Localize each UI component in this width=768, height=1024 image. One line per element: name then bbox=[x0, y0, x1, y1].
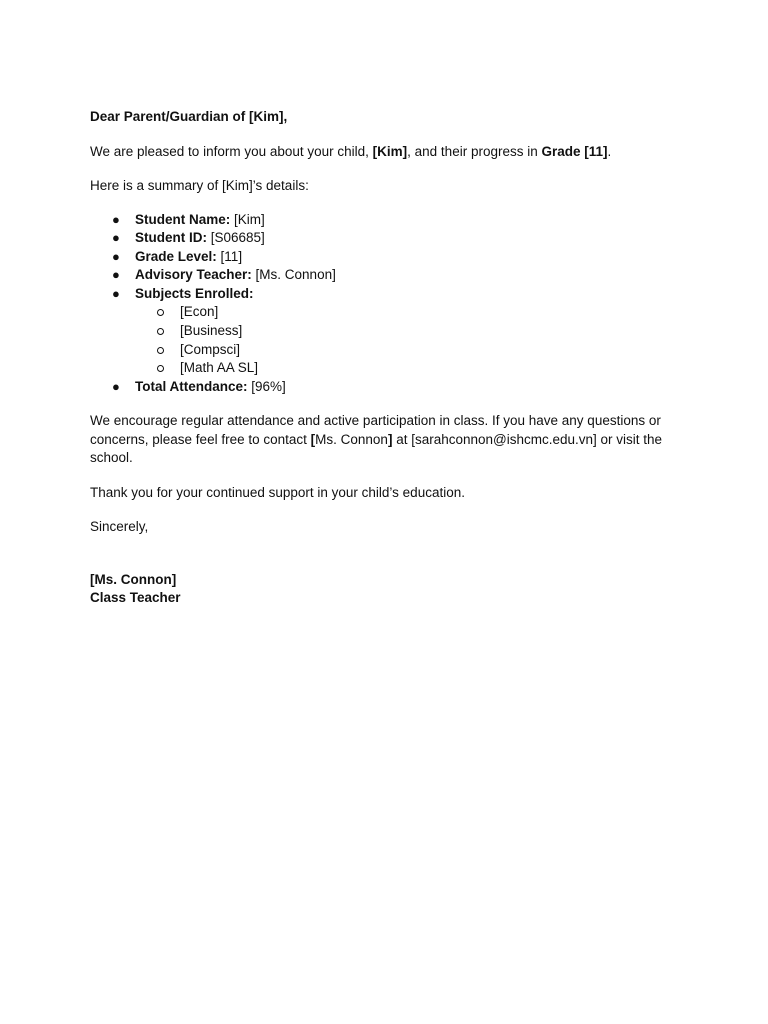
detail-label: Subjects Enrolled: bbox=[135, 285, 254, 301]
subject-item bbox=[135, 303, 690, 322]
subject-item bbox=[135, 359, 690, 378]
circle-bullet-icon bbox=[157, 347, 164, 354]
circle-bullet-icon bbox=[157, 365, 164, 372]
intro-prefix: We are pleased to inform you about your child, bbox=[90, 143, 373, 159]
bullet-icon: ● bbox=[112, 248, 120, 264]
intro-suffix: . bbox=[607, 143, 612, 159]
letter-document bbox=[90, 108, 690, 608]
intro-child-name: [Kim] bbox=[372, 143, 408, 159]
detail-student-name bbox=[90, 211, 690, 230]
subject-item bbox=[135, 341, 690, 360]
detail-total-attendance bbox=[90, 378, 690, 397]
encourage-paragraph bbox=[90, 412, 690, 468]
detail-subjects-enrolled bbox=[90, 285, 690, 378]
detail-label: Student Name: bbox=[135, 211, 231, 227]
intro-grade: Grade [11] bbox=[541, 143, 608, 159]
subjects-list bbox=[135, 303, 690, 377]
signature-block bbox=[90, 571, 690, 608]
detail-value: [Kim] bbox=[230, 211, 265, 227]
intro-middle: , and their progress in bbox=[407, 143, 542, 159]
circle-bullet-icon bbox=[157, 309, 164, 316]
contact-name: Ms. Connon bbox=[315, 431, 388, 447]
encourage-part2: at [sarahconnon@ishcmc.edu.vn] or visit the school. bbox=[90, 431, 663, 466]
subject-label: [Business] bbox=[180, 323, 243, 339]
summary-intro: Here is a summary of [Kim]’s details: bbox=[90, 178, 309, 193]
intro-paragraph bbox=[90, 143, 690, 162]
bullet-icon: ● bbox=[112, 267, 120, 283]
subject-label: [Compsci] bbox=[180, 341, 241, 357]
closing: Sincerely, bbox=[90, 519, 149, 535]
detail-label: Student ID: bbox=[135, 230, 207, 246]
details-list bbox=[90, 211, 690, 397]
subject-label: [Econ] bbox=[180, 304, 219, 320]
detail-label: Advisory Teacher: bbox=[135, 267, 252, 283]
thanks-paragraph: Thank you for your continued support in your child’s education. bbox=[90, 484, 465, 500]
bullet-icon: ● bbox=[112, 211, 120, 227]
subject-item bbox=[135, 322, 690, 341]
signature-title: Class Teacher bbox=[90, 590, 181, 606]
detail-student-id bbox=[90, 229, 690, 248]
bracket-open: [ bbox=[310, 431, 316, 447]
bullet-icon: ● bbox=[112, 378, 120, 394]
bullet-icon: ● bbox=[112, 285, 120, 301]
detail-advisory-teacher bbox=[90, 266, 690, 285]
detail-value: [11] bbox=[216, 248, 243, 264]
detail-label: Total Attendance: bbox=[135, 378, 248, 394]
detail-grade-level bbox=[90, 248, 690, 267]
salutation: Dear Parent/Guardian of [Kim], bbox=[90, 109, 288, 124]
encourage-part1: We encourage regular attendance and active participation in class. If you have any questions or concerns, please feel free to contact bbox=[90, 413, 661, 447]
detail-value: [S06685] bbox=[207, 230, 265, 246]
signature-name: [Ms. Connon] bbox=[90, 571, 177, 587]
detail-value: [Ms. Connon] bbox=[251, 267, 336, 283]
bracket-close: ] bbox=[387, 431, 393, 447]
subject-label: [Math AA SL] bbox=[180, 360, 259, 376]
bullet-icon: ● bbox=[112, 230, 120, 246]
detail-value: [96%] bbox=[247, 378, 286, 394]
circle-bullet-icon bbox=[157, 328, 164, 335]
detail-label: Grade Level: bbox=[135, 248, 217, 264]
